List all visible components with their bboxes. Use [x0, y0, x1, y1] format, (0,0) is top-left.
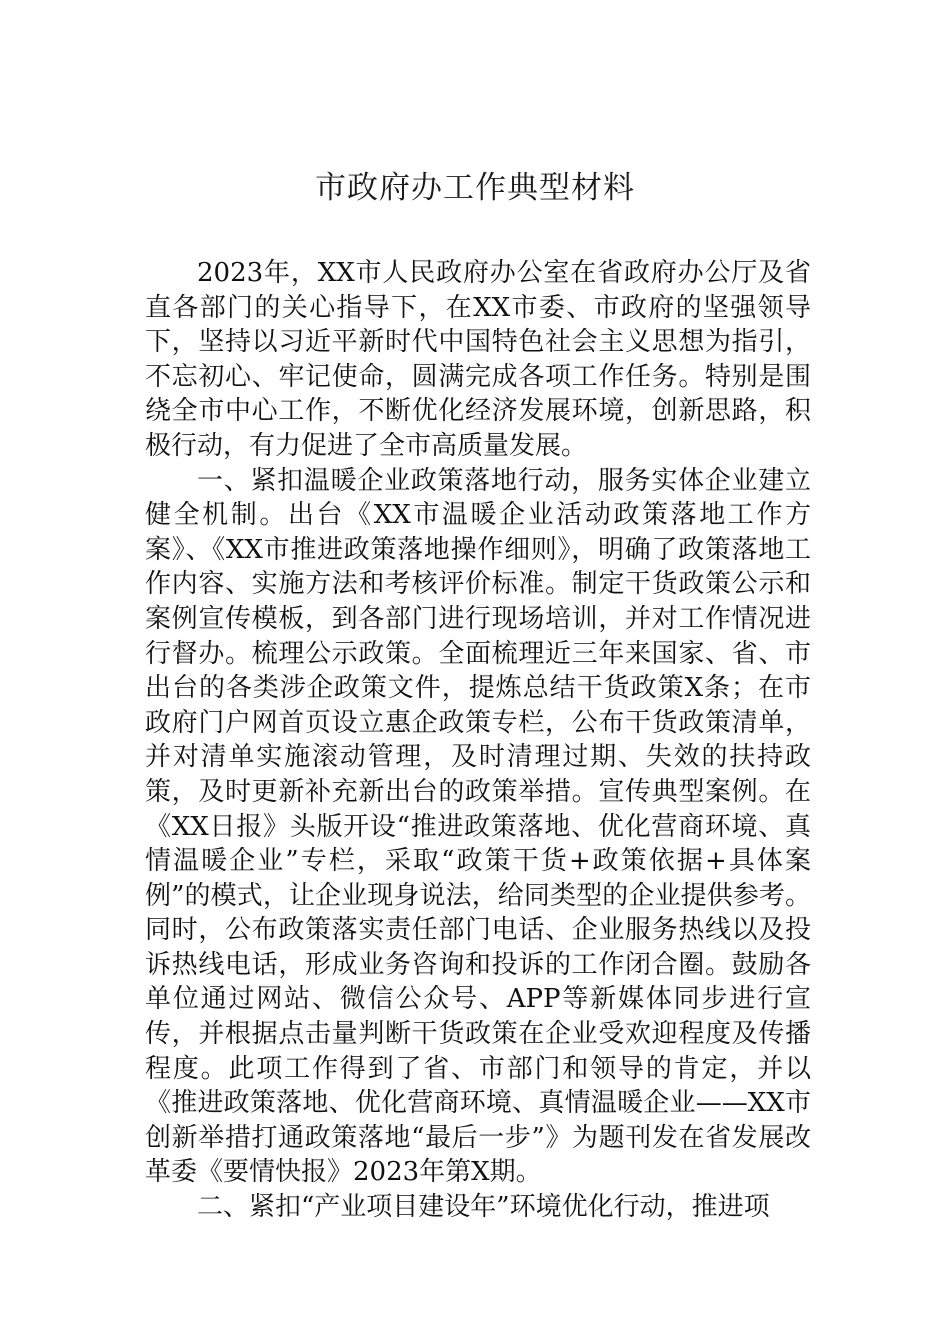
- document-body: [145, 256, 811, 1225]
- paragraph-intro: 2023年，XX市人民政府办公室在省政府办公厅及省直各部门的关心指导下，在XX市委、市政府的坚强领导下，坚持以习近平新时代中国特色社会主义思想为指引，不忘初心、牢记使命，圆满完成各项工作任务。特别是围绕全市中心工作，不断优化经济发展环境，创新思路，积极行动，有力促进了全市高质量发展。: [145, 258, 811, 461]
- document-title: 市政府办工作典型材料: [315, 170, 635, 206]
- paragraph-section-one: 一、紧扣温暖企业政策落地行动，服务实体企业建立健全机制。出台《XX市温暖企业活动政策落地工作方案》、《XX市推进政策落地操作细则》，明确了政策落地工作内容、实施方法和考核评价标准。制定干货政策公示和案例宣传模板，到各部门进行现场培训，并对工作情况进行督办。梳理公示政策。全面梳理近三年来国家、省、市出台的各类涉企政策文件，提炼总结干货政策X条；在市政府门户网首页设立惠企政策专栏，公布干货政策清单，并对清单实施滚动管理，及时清理过期、失效的扶持政策，及时更新补充新出台的政策举措。宣传典型案例。在《XX日报》头版开设“推进政策落地、优化营商环境、真情温暖企业”专栏，采取“政策干货+政策依据+具体案例”的模式，让企业现身说法，给同类型的企业提供参考。同时，公布政策落实责任部门电话、企业服务热线以及投诉热线电话，形成业务咨询和投诉的工作闭合圈。鼓励各单位通过网站、微信公众号、APP等新媒体同步进行宣传，并根据点击量判断干货政策在企业受欢迎程度及传播程度。此项工作得到了省、市部门和领导的肯定，并以《推进政策落地、优化营商环境、真情温暖企业——XX市创新举措打通政策落地“最后一步”》为题刊发在省发展改革委《要情快报》2023年第X期。: [145, 465, 811, 1188]
- paragraph-section-two: 二、紧扣“产业项目建设年”环境优化行动，推进项: [197, 1192, 770, 1223]
